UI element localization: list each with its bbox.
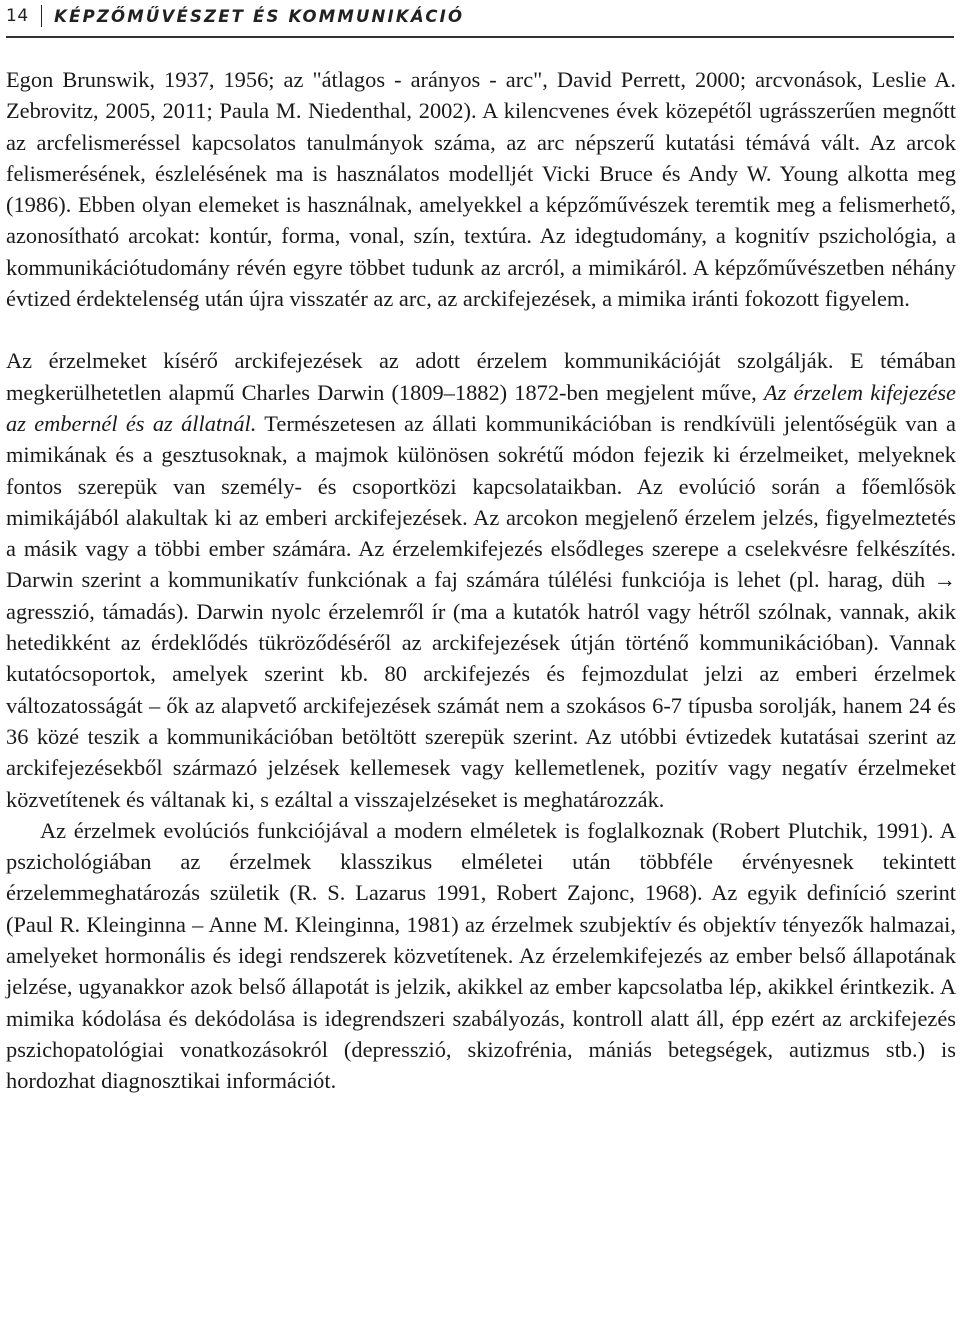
body-text [6,64,956,1097]
header-separator [41,5,43,27]
paragraph-1: Egon Brunswik, 1937, 1956; az "átlagos - arányos - arc", David Perrett, 2000; arcvonások, Leslie A. Zebrovitz, 2005, 2011; Paula M. Niedenthal, 2002). A kilencvenes évek közepétől ugrásszerűen megnőtt az arcfelismeréssel kapcsolatos tanulmányok száma, az arc népszerű kutatási témává vált. Az arcok felismerésének, észlelésének ma is használatos modelljét Vicki Bruce és Andy W. Young alkotta meg (1986). Ebben olyan elemeket is használnak, amelyekkel a képzőművészek teremtik meg a felismerhető, azonosítható arcokat: kontúr, forma, vonal, szín, textúra. Az idegtudomány, a kognitív pszichológia, a kommunikációtudomány révén egyre többet tudunk az arcról, a mimikáról. A képzőművészetben néhány évtized érdektelenség után újra visszatér az arc, az arckifejezések, a mimika iránti fokozott figyelem. [6,67,956,312]
header-rule [6,36,954,38]
page-number: 14 [6,6,29,26]
running-head [6,2,464,30]
paragraph-3: Az érzelmek evolúciós funkciójával a modern elméletek is foglalkoznak (Robert Plutchik, 1991). A pszichológiában az érzelmek klasszikus elméletei után többféle érvényesnek tekintett érzelemmeghatározás születik (R. S. Lazarus 1991, Robert Zajonc, 1968). Az egyik definíció szerint (Paul R. Kleinginna – Anne M. Kleinginna, 1981) az érzelmek szubjektív és objektív tényezők halmazai, amelyeket hormonális és idegi rendszerek közvetítenek. Az érzelemkifejezés az ember belső állapotának jelzése, ugyanakkor azok belső állapotát is jelzik, akikkel az ember kapcsolatba lép, akikkel érintkezik. A mimika kódolása és dekódolása is idegrendszeri szabályozás, kontroll alatt áll, épp ezért az arckifejezés pszichopatológiai vonatkozásokról (depresszió, skizofrénia, mániás betegségek, autizmus stb.) is hordozhat diagnosztikai információt. [6,817,956,1094]
running-title: KÉPZŐMŰVÉSZET ÉS KOMMUNIKÁCIÓ [54,6,465,26]
paragraph-2 [6,345,956,814]
paragraph-2-text-a: Az érzelmeket kísérő arckifejezések az adott érzelem kommunikációját szolgálják. E témában megkerülhetetlen alapmű Charles Darwin (1809–1882) 1872-ben megjelent műve, [6,348,956,405]
book-title: Az érzelem kifejezése az embernél és az állatnál. [6,379,956,436]
paragraph-2-text-b: Természetesen az állati kommunikációban is rendkívüli jelentőségük van a mimikának és a gesztusoknak, a majmok különösen sokrétű módon fejezik ki érzelmeiket, melyeknek fontos szerepük van személy- és csoportközi kapcsolataikban. Az evolúció során a főemlősök mimikájából alakultak ki az emberi arckifejezések. Az arcokon megjelenő érzelem jelzés, figyelmeztetés a másik vagy a többi ember számára. Az érzelemkifejezés elsődleges szerepe a cselekvésre felkészítés. Darwin szerint a kommunikatív funkciónak a faj számára túlélési funkciója is lehet (pl. harag, düh → agresszió, támadás). Darwin nyolc érzelemről ír (ma a kutatók hatról vagy hétről szólnak, vannak, akik hetedikként az érdeklődés tükröződéséről az arckifejezések útján történő kommunikációban). Vannak kutatócsoportok, amelyek szerint kb. 80 arckifejezés és fejmozdulat jelzi az emberi érzelmek változatosságát – ők az alapvető arckifejezések számát nem a szokásos 6-7 típusba sorolják, hanem 24 és 36 közé teszik a kommunikációban betöltött szerepük szerint. Az utóbbi évtizedek kutatásai szerint az arckifejezésekből származó jelzések kellemesek vagy kellemetlenek, pozitív vagy negatív érzelmeket közvetítenek és váltanak ki, s ezáltal a visszajelzéseket is meghatározzák. [6,410,956,812]
